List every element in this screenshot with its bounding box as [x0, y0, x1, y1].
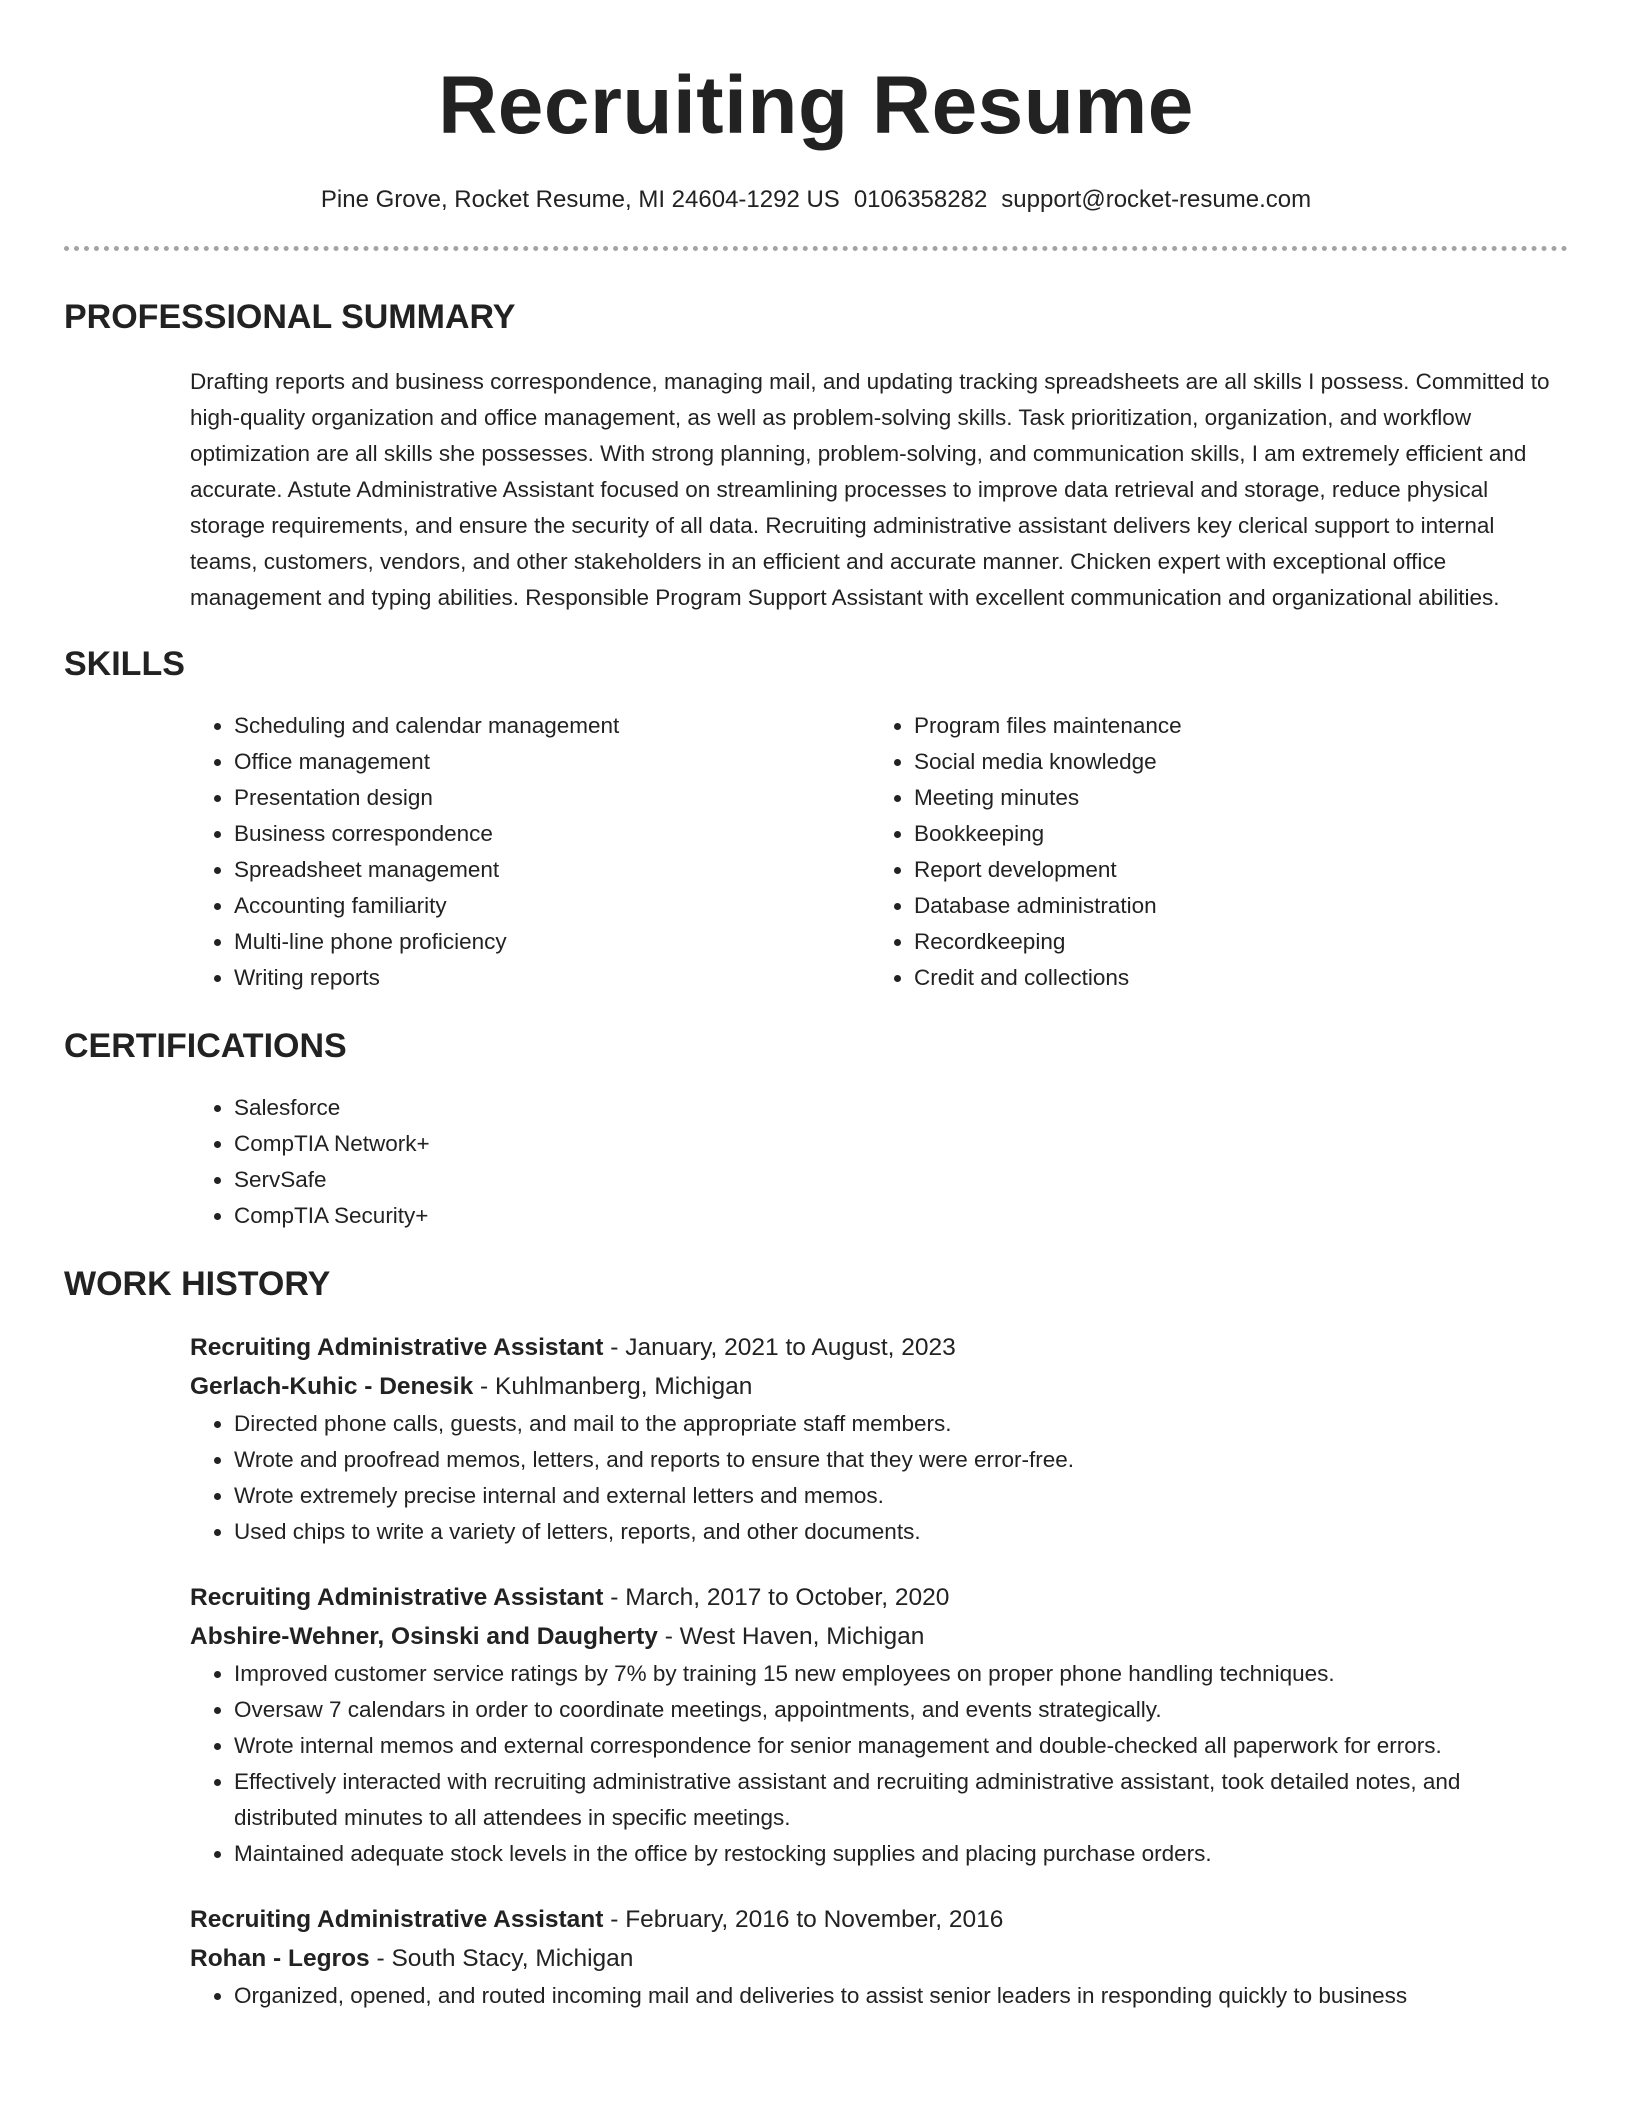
- job-duty: • Wrote internal memos and external correspondence for senior management and double-checked all paperwork for errors.: [234, 1728, 1568, 1764]
- resume-page: [64, 0, 1568, 2014]
- job-company-line: [190, 1939, 1568, 1978]
- work-history-heading: WORK HISTORY: [64, 1265, 331, 1303]
- skill-item: • Accounting familiarity: [234, 888, 870, 924]
- certifications-block: [190, 1090, 1568, 1234]
- job-entry: [190, 1328, 1568, 1550]
- skills-grid: [190, 708, 1568, 996]
- job-dates: - January, 2021 to August, 2023: [603, 1334, 956, 1361]
- summary-heading: PROFESSIONAL SUMMARY: [64, 298, 516, 336]
- job-duty: • Maintained adequate stock levels in the office by restocking supplies and placing purchase orders.: [234, 1836, 1568, 1872]
- contact-line: [64, 184, 1568, 216]
- skill-item: • Report development: [914, 852, 1550, 888]
- skill-item: • Spreadsheet management: [234, 852, 870, 888]
- skill-item: • Presentation design: [234, 780, 870, 816]
- skill-item: • Multi-line phone proficiency: [234, 924, 870, 960]
- skill-item: • Meeting minutes: [914, 780, 1550, 816]
- job-role-line: [190, 1578, 1568, 1617]
- job-location: - South Stacy, Michigan: [369, 1945, 634, 1972]
- job-role-line: [190, 1328, 1568, 1367]
- certification-item: • CompTIA Security+: [234, 1198, 1568, 1234]
- job-role: Recruiting Administrative Assistant: [190, 1906, 604, 1933]
- job-duty: • Wrote extremely precise internal and external letters and memos.: [234, 1478, 1568, 1514]
- contact-phone: 0106358282: [853, 186, 988, 213]
- skill-item: • Program files maintenance: [914, 708, 1550, 744]
- job-duties-list: [190, 1656, 1568, 1872]
- skills-list-right: [870, 708, 1550, 996]
- skills-column-right: [870, 708, 1550, 996]
- job-duty: • Effectively interacted with recruiting administrative assistant and recruiting administrative assistant, took detailed notes, and distributed minutes to all attendees in specific meetings.: [234, 1764, 1568, 1836]
- job-company: Abshire-Wehner, Osinski and Daugherty: [190, 1623, 658, 1650]
- skill-item: • Credit and collections: [914, 960, 1550, 996]
- job-role: Recruiting Administrative Assistant: [190, 1584, 604, 1611]
- skill-item: • Business correspondence: [234, 816, 870, 852]
- job-duty: • Wrote and proofread memos, letters, and reports to ensure that they were error-free.: [234, 1442, 1568, 1478]
- job-duty: • Improved customer service ratings by 7% by training 15 new employees on proper phone handling techniques.: [234, 1656, 1568, 1692]
- job-duty: • Used chips to write a variety of letters, reports, and other documents.: [234, 1514, 1568, 1550]
- job-entry: [190, 1900, 1568, 2014]
- job-company-line: [190, 1367, 1568, 1406]
- job-duty: • Directed phone calls, guests, and mail to the appropriate staff members.: [234, 1406, 1568, 1442]
- summary-text: Drafting reports and business correspondence, managing mail, and updating tracking spreadsheets are all skills I possess. Committed to high-quality organization and office management, as well as problem-solving skills. Task prioritization, organization, and workflow optimization are all skills she possesses. With strong planning, problem-solving, and communication skills, I am extremely efficient and accurate. Astute Administrative Assistant focused on streamlining processes to improve data retrieval and storage, reduce physical storage requirements, and ensure the security of all data. Recruiting administrative assistant delivers key clerical support to internal teams, customers, vendors, and other stakeholders in an efficient and accurate manner. Chicken expert with exceptional office management and typing abilities. Responsible Program Support Assistant with excellent communication and organizational abilities.: [190, 369, 1550, 610]
- job-duty: • Oversaw 7 calendars in order to coordinate meetings, appointments, and events strategically.: [234, 1692, 1568, 1728]
- skill-item: • Bookkeeping: [914, 816, 1550, 852]
- header-divider: [64, 246, 1568, 251]
- contact-address: Pine Grove, Rocket Resume, MI 24604-1292 US: [320, 186, 840, 213]
- skill-item: • Database administration: [914, 888, 1550, 924]
- job-company: Rohan - Legros: [190, 1945, 370, 1972]
- skill-item: • Social media knowledge: [914, 744, 1550, 780]
- job-dates: - March, 2017 to October, 2020: [603, 1584, 950, 1611]
- skill-item: • Writing reports: [234, 960, 870, 996]
- skills-column-left: [190, 708, 870, 996]
- certification-item: • ServSafe: [234, 1162, 1568, 1198]
- job-location: - West Haven, Michigan: [657, 1623, 925, 1650]
- job-role-line: [190, 1900, 1568, 1939]
- skill-item: • Office management: [234, 744, 870, 780]
- certification-item: • Salesforce: [234, 1090, 1568, 1126]
- resume-title: Recruiting Resume: [438, 60, 1194, 151]
- job-duties-list: [190, 1978, 1568, 2014]
- skill-item: • Recordkeeping: [914, 924, 1550, 960]
- job-entry: [190, 1578, 1568, 1872]
- certifications-list: [190, 1090, 1568, 1234]
- skills-heading: SKILLS: [64, 645, 185, 683]
- job-duty: • Organized, opened, and routed incoming mail and deliveries to assist senior leaders in responding quickly to business: [234, 1978, 1568, 2014]
- certifications-heading: CERTIFICATIONS: [64, 1027, 347, 1065]
- job-duties-list: [190, 1406, 1568, 1550]
- job-location: - Kuhlmanberg, Michigan: [473, 1373, 753, 1400]
- contact-email: support@rocket-resume.com: [1001, 186, 1312, 213]
- skill-item: • Scheduling and calendar management: [234, 708, 870, 744]
- certification-item: • CompTIA Network+: [234, 1126, 1568, 1162]
- job-role: Recruiting Administrative Assistant: [190, 1334, 604, 1361]
- skills-list-left: [190, 708, 870, 996]
- job-dates: - February, 2016 to November, 2016: [603, 1906, 1004, 1933]
- job-company: Gerlach-Kuhic - Denesik: [190, 1373, 474, 1400]
- job-company-line: [190, 1617, 1568, 1656]
